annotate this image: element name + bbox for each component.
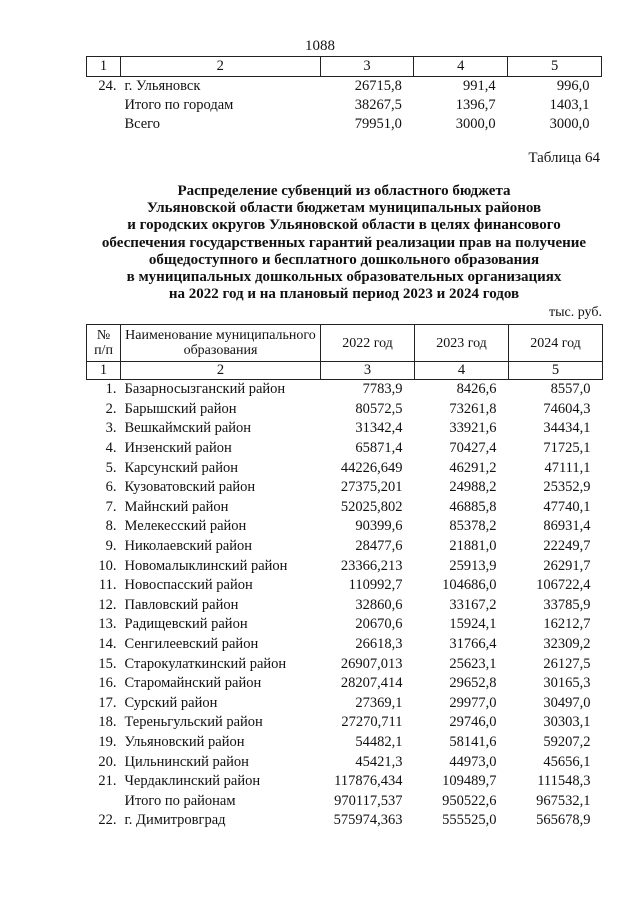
value-cell: 28207,414 (340, 675, 403, 692)
municipality-name: Николаевский район (124, 538, 253, 555)
value-cell: 104686,0 (442, 577, 497, 594)
title-line: и городских округов Ульяновской области в целях финансового (127, 217, 561, 234)
table-header-row (87, 325, 603, 362)
row-number: 22. (98, 812, 117, 829)
value-cell: 22249,7 (543, 538, 591, 555)
value-cell: 3000,0 (455, 116, 496, 132)
table-row (87, 713, 603, 733)
row-number (87, 115, 121, 134)
table-row (87, 380, 603, 400)
row-number: 19. (98, 733, 117, 750)
municipality-name: Барышский район (124, 400, 237, 417)
header-number: № п/п (87, 325, 121, 362)
table-row (87, 654, 603, 674)
value-cell: 30303,1 (543, 714, 591, 731)
municipality-name: Радищевский район (124, 616, 248, 633)
value-cell: 27375,201 (340, 479, 403, 496)
row-number: 1. (105, 381, 117, 398)
value-cell: 46885,8 (449, 498, 497, 515)
value-cell: 109489,7 (442, 773, 497, 790)
header-year-2024: 2024 год (509, 325, 603, 362)
title-line: Распределение субвенций из областного бюджета (177, 183, 511, 199)
value-cell: 47111,1 (544, 459, 591, 476)
value-cell: 44226,649 (340, 459, 403, 476)
municipality-name: Майнский район (124, 498, 229, 515)
value-cell: 85378,2 (449, 518, 497, 535)
table-row (87, 752, 603, 772)
value-cell: 27270,711 (341, 714, 403, 731)
colnum-cell: 5 (509, 362, 603, 380)
value-cell: 996,0 (556, 78, 590, 94)
table-row (87, 517, 603, 537)
colnum-cell: 4 (415, 362, 509, 380)
title-line: на 2022 год и на плановый период 2023 и 2024 годов (168, 286, 520, 303)
value-cell: 90399,6 (355, 518, 403, 535)
value-cell: 29746,0 (449, 714, 497, 731)
row-number: 11. (98, 577, 117, 594)
row-number: 8. (105, 518, 117, 535)
municipality-name: Базарносызганский район (124, 381, 286, 398)
row-number: 3. (105, 420, 117, 437)
municipality-name: Вешкаймский район (124, 420, 252, 437)
header-municipality: Наименование муниципального образования (121, 325, 321, 362)
value-cell: 52025,802 (340, 498, 403, 515)
colnum-cell: 5 (508, 57, 602, 77)
municipality-name: Мелекесский район (124, 518, 247, 535)
subsidy-table-body (87, 380, 603, 831)
value-cell: 31342,4 (355, 420, 403, 437)
municipality-name: г. Димитровград (124, 812, 226, 829)
value-cell: 28477,6 (355, 538, 403, 555)
municipality-name: Сурский район (124, 694, 218, 711)
municipality-name: Сенгилеевский район (124, 636, 259, 653)
table-row (87, 694, 603, 714)
table-row (87, 77, 602, 97)
value-cell: 991,4 (463, 78, 496, 94)
value-cell: 30497,0 (543, 694, 591, 711)
value-cell: 111548,3 (537, 773, 591, 790)
value-cell: 8426,6 (456, 381, 497, 398)
table-row (87, 115, 602, 134)
table-row (87, 811, 603, 831)
value-cell: 1396,7 (455, 97, 496, 113)
value-cell: 45656,1 (543, 753, 591, 770)
row-number: 21. (98, 773, 117, 790)
value-cell: 29977,0 (449, 694, 497, 711)
municipality-name: Итого по городам (124, 97, 234, 113)
municipality-name: Павловский район (124, 596, 239, 613)
value-cell: 25913,9 (449, 557, 497, 574)
value-cell: 46291,2 (449, 459, 497, 476)
municipality-name: г. Ульяновск (124, 78, 201, 94)
value-cell: 86931,4 (543, 518, 591, 535)
value-cell: 54482,1 (355, 733, 403, 750)
municipality-name: Инзенский район (124, 440, 232, 457)
top-table-body (87, 57, 602, 135)
table-row (87, 772, 603, 792)
row-number: 15. (98, 655, 117, 672)
table-row (87, 576, 603, 596)
colnum-cell: 3 (321, 362, 415, 380)
colnum-cell: 4 (414, 57, 508, 77)
value-cell: 79951,0 (354, 116, 402, 132)
value-cell: 73261,8 (449, 400, 497, 417)
row-number: 2. (105, 400, 117, 417)
table-row (87, 596, 603, 616)
table-row (87, 419, 603, 439)
municipality-name: Чердаклинский район (124, 773, 261, 790)
value-cell: 3000,0 (549, 116, 590, 132)
value-cell: 47740,1 (543, 498, 591, 515)
value-cell: 20670,6 (355, 616, 403, 633)
value-cell: 26127,5 (543, 655, 591, 672)
value-cell: 38267,5 (354, 97, 402, 113)
municipality-name: Старомайнский район (124, 675, 262, 692)
title-line: обеспечения государственных гарантий реализации прав на получение (101, 234, 587, 251)
header-year-2023: 2023 год (415, 325, 509, 362)
row-number: 18. (98, 714, 117, 731)
value-cell: 967532,1 (536, 792, 591, 809)
table-row (87, 458, 603, 478)
row-number: 14. (98, 636, 117, 653)
value-cell: 33921,6 (449, 420, 497, 437)
table-row (87, 674, 603, 694)
row-number: 13. (98, 616, 117, 633)
value-cell: 26618,3 (355, 636, 403, 653)
value-cell: 32860,6 (355, 596, 403, 613)
table-row (87, 96, 602, 115)
row-number: 9. (105, 538, 117, 555)
table-row (87, 635, 603, 655)
value-cell: 26907,013 (340, 655, 403, 672)
colnum-cell: 2 (121, 362, 321, 380)
title-line: в муниципальных дошкольных образовательных организациях (126, 269, 562, 286)
row-number: 20. (98, 753, 117, 770)
municipality-name: Всего (124, 116, 161, 132)
value-cell: 23366,213 (340, 557, 403, 574)
value-cell: 26715,8 (354, 78, 402, 94)
title-line: общедоступного и бесплатного дошкольного образования (148, 251, 540, 268)
table-row (87, 400, 603, 420)
municipality-name: Цильнинский район (124, 753, 249, 770)
row-number: 5. (105, 459, 117, 476)
page-number: 1088 (305, 38, 335, 54)
value-cell: 565678,9 (536, 812, 591, 829)
value-cell: 71725,1 (543, 440, 591, 457)
value-cell: 34434,1 (543, 420, 591, 437)
value-cell: 110992,7 (348, 577, 403, 594)
row-number: 16. (98, 675, 117, 692)
colnum-cell: 1 (87, 362, 121, 380)
row-number: 10. (98, 557, 117, 574)
colnum-cell: 1 (87, 57, 121, 77)
row-number: 17. (98, 694, 117, 711)
value-cell: 32309,2 (543, 636, 591, 653)
value-cell: 1403,1 (549, 97, 590, 113)
value-cell: 555525,0 (442, 812, 497, 829)
value-cell: 45421,3 (355, 753, 403, 770)
value-cell: 8557,0 (550, 381, 591, 398)
municipality-name: Новомалыклинский район (124, 557, 288, 574)
column-numbers-row (87, 362, 603, 380)
value-cell: 117876,434 (334, 773, 403, 790)
title-line: Ульяновской области бюджетам муниципальных районов (146, 200, 542, 217)
value-cell: 106722,4 (536, 577, 591, 594)
municipality-name: Новоспасский район (124, 577, 253, 594)
municipality-name: Тереньгульский район (124, 714, 263, 731)
value-cell: 65871,4 (355, 440, 403, 457)
colnum-cell: 3 (320, 57, 414, 77)
table-row (87, 556, 603, 576)
value-cell: 970117,537 (334, 792, 403, 809)
value-cell: 70427,4 (449, 440, 497, 457)
row-number: 24. (98, 78, 117, 94)
value-cell: 29652,8 (449, 675, 497, 692)
value-cell: 25352,9 (543, 479, 591, 496)
row-number (87, 791, 121, 811)
table-label: Таблица 64 (528, 150, 600, 166)
value-cell: 575974,363 (333, 812, 403, 829)
value-cell: 33785,9 (543, 596, 591, 613)
value-cell: 950522,6 (442, 792, 497, 809)
table-row (87, 498, 603, 518)
municipality-name: Итого по районам (124, 792, 236, 809)
value-cell: 16212,7 (543, 616, 591, 633)
unit-label: тыс. руб. (549, 305, 602, 320)
value-cell: 27369,1 (355, 694, 403, 711)
value-cell: 25623,1 (449, 655, 497, 672)
row-number: 12. (98, 596, 117, 613)
value-cell: 74604,3 (543, 400, 591, 417)
value-cell: 30165,3 (543, 675, 591, 692)
municipality-name: Кузоватовский район (124, 479, 256, 496)
municipality-name: Карсунский район (124, 459, 239, 476)
colnum-cell: 2 (120, 57, 320, 77)
table-row (87, 537, 603, 557)
row-number: 6. (105, 479, 117, 496)
subsidy-table (86, 324, 603, 831)
value-cell: 21881,0 (449, 538, 497, 555)
value-cell: 31766,4 (449, 636, 497, 653)
value-cell: 59207,2 (543, 733, 591, 750)
table-row (87, 733, 603, 753)
row-number (87, 96, 121, 115)
table-row (87, 791, 603, 811)
value-cell: 80572,5 (355, 400, 403, 417)
table-row (87, 478, 603, 498)
municipality-name: Старокулаткинский район (124, 655, 287, 672)
value-cell: 7783,9 (362, 381, 403, 398)
value-cell: 58141,6 (449, 733, 497, 750)
row-number: 4. (105, 440, 117, 457)
value-cell: 26291,7 (543, 557, 591, 574)
value-cell: 15924,1 (449, 616, 497, 633)
top-table (86, 56, 602, 134)
row-number: 7. (105, 498, 117, 515)
table-row (87, 615, 603, 635)
municipality-name: Ульяновский район (124, 733, 245, 750)
top-table-colnums (87, 57, 602, 77)
value-cell: 24988,2 (449, 479, 497, 496)
value-cell: 44973,0 (449, 753, 497, 770)
table-row (87, 439, 603, 459)
header-year-2022: 2022 год (321, 325, 415, 362)
table-title (86, 183, 602, 303)
value-cell: 33167,2 (449, 596, 497, 613)
